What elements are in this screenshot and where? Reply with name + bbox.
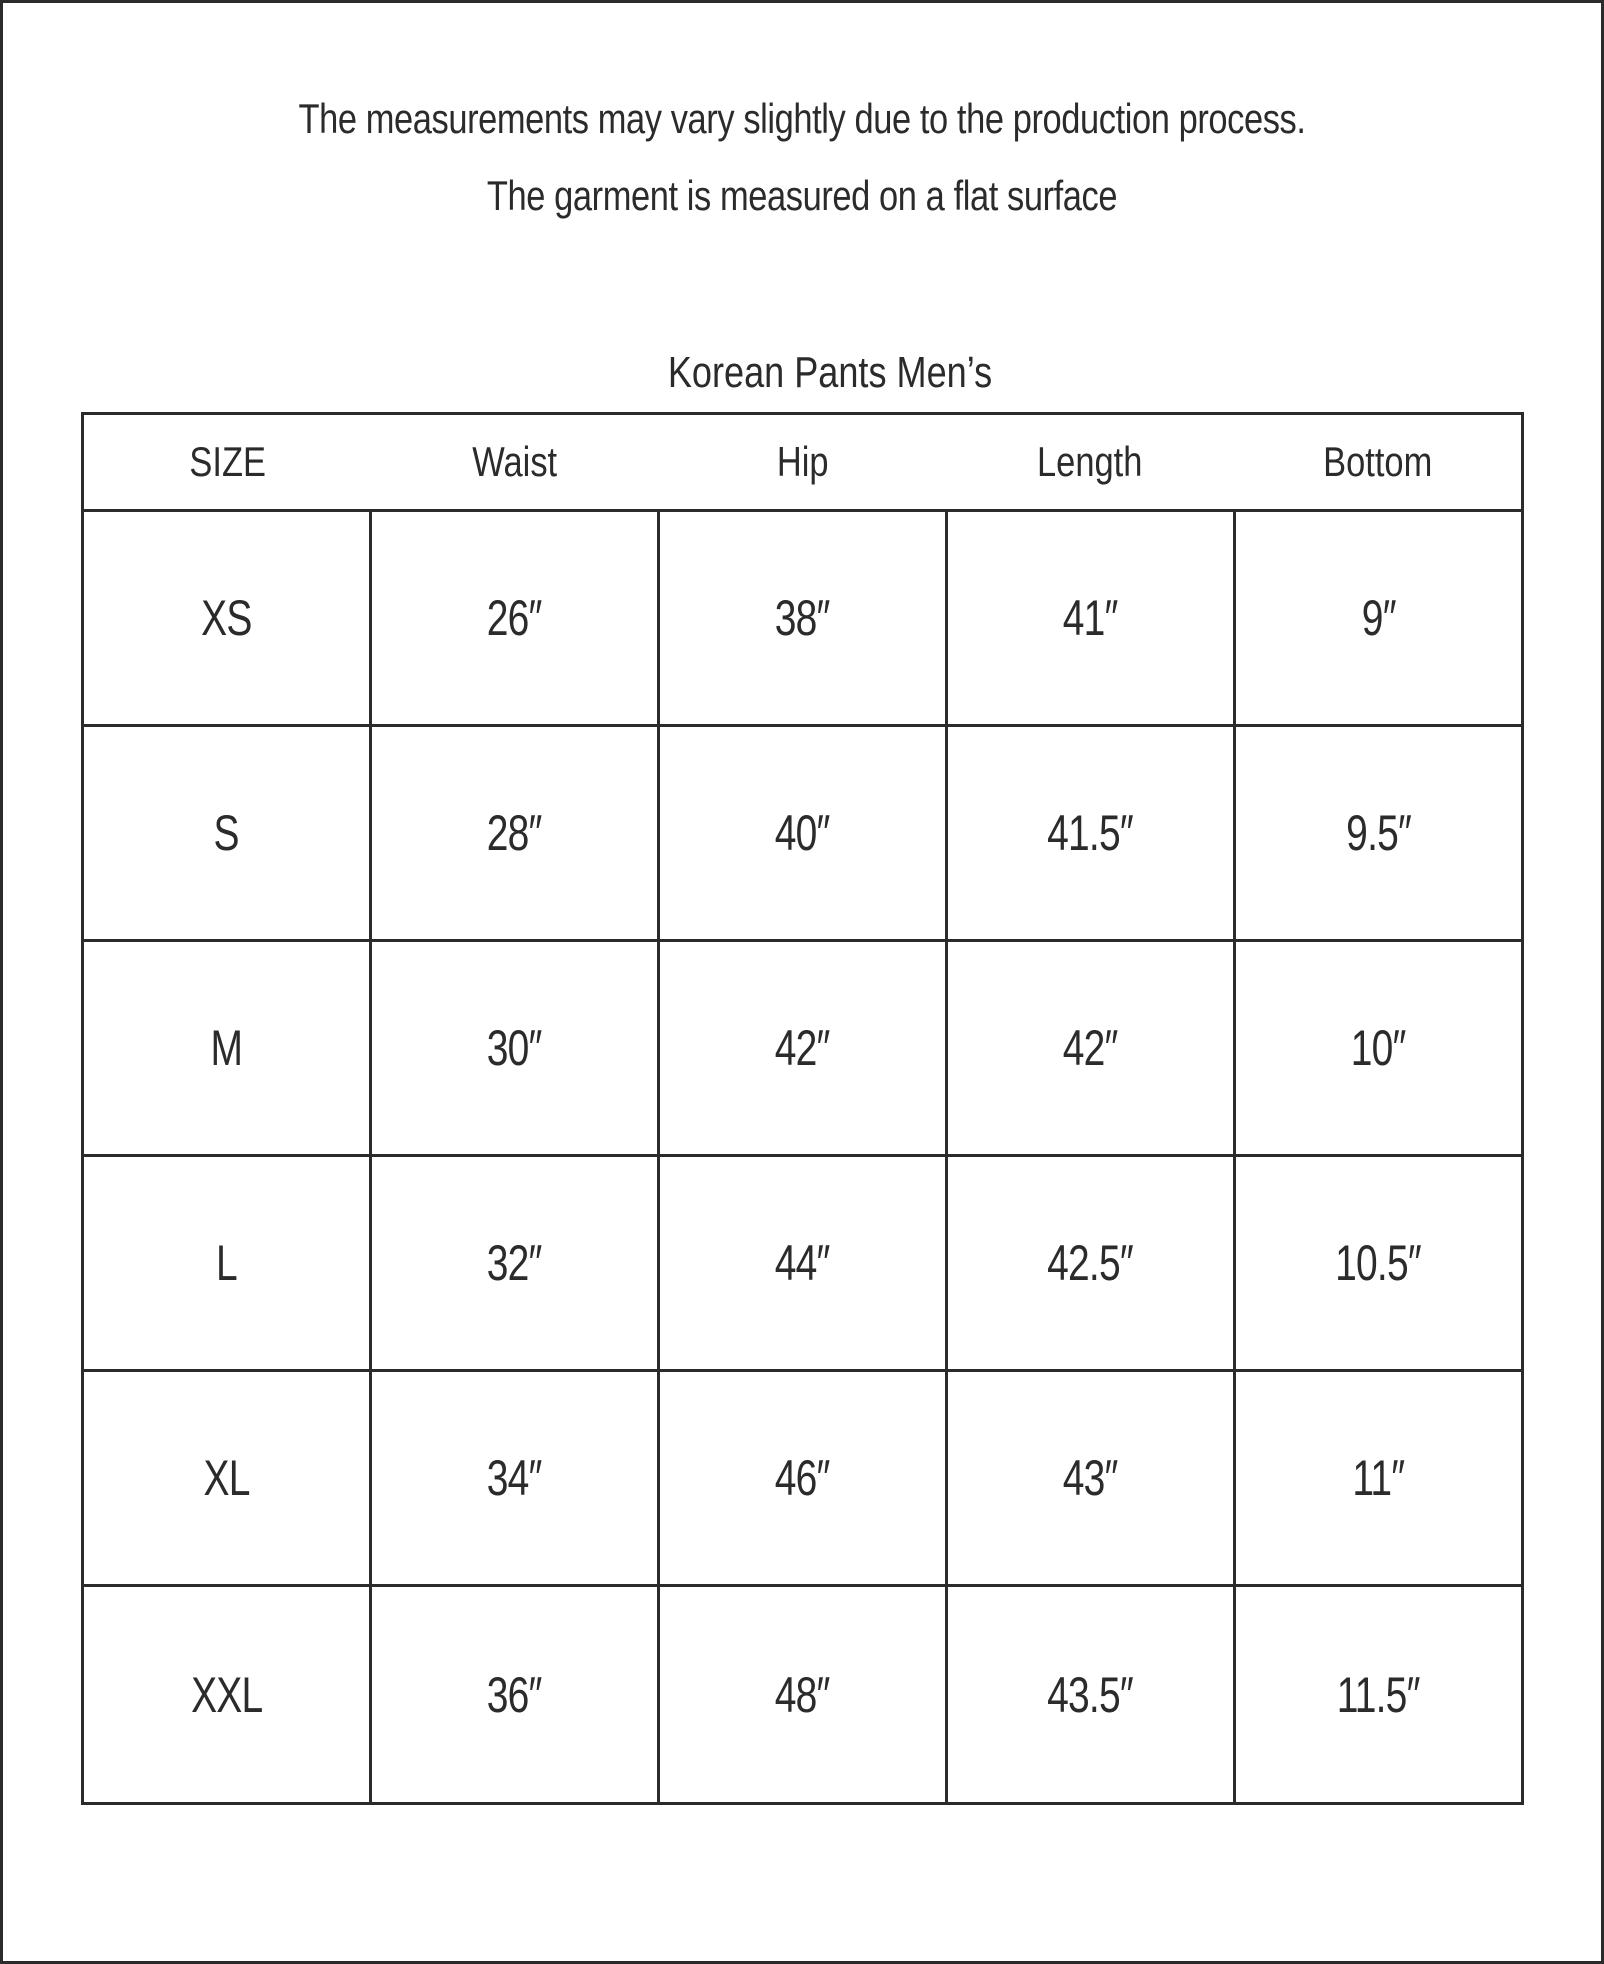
length-value: 43″ — [1063, 1450, 1118, 1506]
size-cell — [84, 1372, 372, 1584]
size-cell — [84, 1587, 372, 1802]
waist-value: 34″ — [487, 1450, 542, 1506]
length-value: 41.5″ — [1047, 805, 1134, 861]
table-title: Korean Pants Men’s — [667, 348, 993, 397]
bottom-value: 11.5″ — [1337, 1666, 1420, 1723]
bottom-cell — [1236, 1372, 1521, 1584]
size-label: L — [216, 1235, 237, 1291]
hip-cell — [660, 1587, 948, 1802]
measurement-note: The measurements may vary slightly due to the production process. — [298, 95, 1306, 142]
bottom-value: 9″ — [1361, 590, 1396, 646]
length-cell — [948, 1587, 1236, 1802]
size-cell — [84, 727, 372, 939]
waist-value: 26″ — [487, 590, 542, 646]
length-cell — [948, 512, 1236, 724]
table-row — [84, 727, 1521, 942]
waist-cell — [372, 942, 660, 1154]
table-header-row — [84, 415, 1521, 512]
size-label: XS — [201, 590, 252, 646]
bottom-value: 11″ — [1352, 1450, 1405, 1506]
table-row — [84, 1157, 1521, 1372]
table-row — [84, 512, 1521, 727]
size-label: XL — [203, 1450, 250, 1506]
waist-value: 30″ — [487, 1020, 542, 1076]
length-value: 42.5″ — [1047, 1235, 1134, 1291]
waist-cell — [372, 512, 660, 724]
hip-cell — [660, 512, 948, 724]
size-label: S — [213, 805, 240, 861]
table-row — [84, 1372, 1521, 1587]
size-cell — [84, 512, 372, 724]
waist-value: 28″ — [487, 805, 542, 861]
bottom-value: 10″ — [1351, 1020, 1406, 1076]
hip-value: 44″ — [775, 1235, 830, 1291]
waist-cell — [372, 1372, 660, 1584]
length-cell — [948, 942, 1236, 1154]
hip-cell — [660, 727, 948, 939]
table-row — [84, 1587, 1521, 1802]
hip-value: 42″ — [775, 1020, 830, 1076]
bottom-cell — [1236, 512, 1521, 724]
length-value: 43.5″ — [1047, 1666, 1134, 1723]
waist-cell — [372, 727, 660, 939]
length-cell — [948, 1157, 1236, 1369]
hip-cell — [660, 942, 948, 1154]
waist-cell — [372, 1157, 660, 1369]
table-row — [84, 942, 1521, 1157]
waist-cell — [372, 1587, 660, 1802]
bottom-cell — [1236, 727, 1521, 939]
hip-value: 46″ — [775, 1450, 830, 1506]
bottom-cell — [1236, 1157, 1521, 1369]
hip-cell — [660, 1157, 948, 1369]
length-value: 41″ — [1063, 590, 1118, 646]
header-length: Length — [1037, 438, 1143, 485]
header-waist: Waist — [472, 438, 558, 485]
size-label: M — [210, 1020, 243, 1076]
bottom-cell — [1236, 1587, 1521, 1802]
length-value: 42″ — [1063, 1020, 1118, 1076]
waist-value: 32″ — [487, 1235, 542, 1291]
hip-cell — [660, 1372, 948, 1584]
bottom-value: 10.5″ — [1335, 1235, 1422, 1291]
flat-surface-note: The garment is measured on a flat surface — [486, 172, 1118, 219]
header-size: SIZE — [189, 438, 266, 485]
length-cell — [948, 1372, 1236, 1584]
length-cell — [948, 727, 1236, 939]
hip-value: 38″ — [775, 590, 830, 646]
hip-value: 40″ — [775, 805, 830, 861]
bottom-value: 9.5″ — [1346, 805, 1411, 861]
size-label: XXL — [190, 1666, 263, 1723]
size-cell — [84, 1157, 372, 1369]
hip-value: 48″ — [775, 1666, 830, 1723]
bottom-cell — [1236, 942, 1521, 1154]
size-chart-table — [81, 412, 1524, 1805]
size-cell — [84, 942, 372, 1154]
header-bottom: Bottom — [1322, 438, 1432, 485]
header-hip: Hip — [776, 438, 829, 485]
waist-value: 36″ — [487, 1666, 542, 1723]
